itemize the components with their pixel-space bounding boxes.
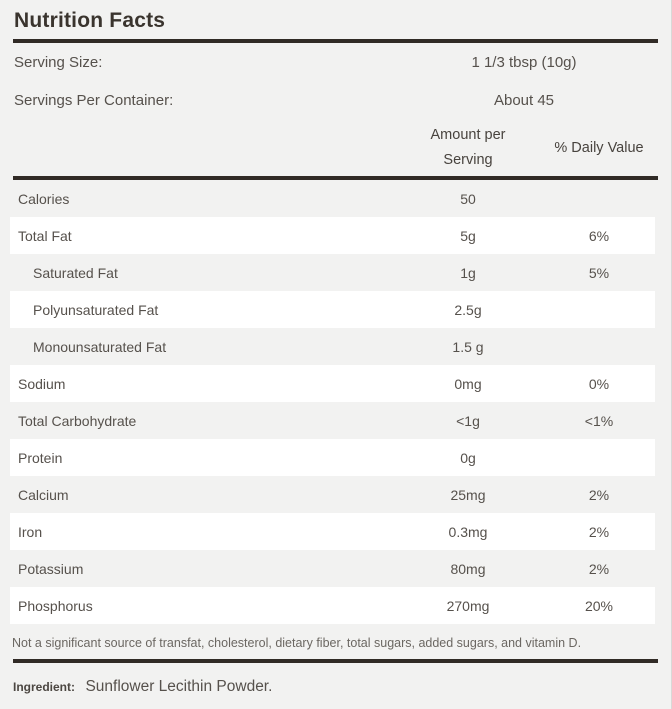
servings-per-container-value: About 45 — [493, 91, 555, 109]
nutrient-row — [10, 476, 655, 513]
amount-header-line1: Amount per — [430, 126, 506, 143]
footnote: Not a significant source of transfat, cholesterol, dietary fiber, total sugars, added sugars, and vitamin D. — [12, 636, 582, 650]
column-header-daily-value: % Daily Value — [554, 139, 644, 156]
row-dv: 6% — [588, 227, 610, 244]
row-dv: 2% — [588, 523, 610, 540]
row-amount: 2.5g — [454, 301, 482, 318]
nutrient-row — [10, 365, 655, 402]
row-label: Total Fat — [18, 227, 72, 244]
nutrient-row — [10, 402, 655, 439]
row-label: Polyunsaturated Fat — [33, 301, 159, 318]
ingredient-label: Ingredient: — [13, 680, 75, 694]
row-amount: 1.5 g — [452, 338, 484, 355]
row-amount: <1g — [456, 412, 480, 429]
row-amount: 0.3mg — [448, 523, 488, 540]
page-title: Nutrition Facts — [14, 9, 166, 32]
nutrient-table — [0, 180, 671, 624]
nutrient-row — [10, 254, 655, 291]
nutrient-row — [10, 291, 655, 328]
serving-size-value: 1 1/3 tbsp (10g) — [471, 53, 577, 71]
ingredient-line — [0, 663, 671, 696]
row-label: Total Carbohydrate — [18, 412, 137, 429]
amount-header-line2: Serving — [443, 151, 493, 168]
row-label: Phosphorus — [18, 597, 93, 614]
table-header — [10, 119, 655, 176]
row-label: Protein — [18, 449, 63, 466]
servings-per-container-label: Servings Per Container: — [14, 91, 174, 109]
row-amount: 25mg — [450, 486, 486, 503]
nutrient-row — [10, 328, 655, 365]
row-amount: 0mg — [454, 375, 482, 392]
serving-size-label: Serving Size: — [14, 53, 103, 71]
row-amount: 270mg — [446, 597, 490, 614]
row-amount: 0g — [460, 449, 476, 466]
row-label: Calories — [18, 190, 70, 207]
row-label: Potassium — [18, 560, 84, 577]
nutrient-row — [10, 180, 655, 217]
nutrient-row — [10, 217, 655, 254]
servings-per-container-row — [0, 81, 655, 119]
row-amount: 80mg — [450, 560, 486, 577]
row-label: Iron — [18, 523, 43, 540]
row-label: Calcium — [18, 486, 69, 503]
row-amount: 5g — [460, 227, 476, 244]
row-label: Sodium — [18, 375, 66, 392]
row-amount: 1g — [460, 264, 476, 281]
row-dv: 2% — [588, 486, 610, 503]
ingredient-value: Sunflower Lecithin Powder. — [85, 678, 273, 695]
row-amount: 50 — [460, 190, 476, 207]
row-dv: 0% — [588, 375, 610, 392]
nutrient-row — [10, 587, 655, 624]
row-dv: 5% — [588, 264, 610, 281]
serving-size-row — [0, 43, 655, 81]
serving-info — [0, 43, 671, 119]
row-label: Monounsaturated Fat — [33, 338, 167, 355]
row-dv: 20% — [584, 597, 614, 614]
column-header-amount-per-serving — [393, 123, 543, 173]
row-label: Saturated Fat — [33, 264, 118, 281]
row-dv: 2% — [588, 560, 610, 577]
nutrient-row — [10, 550, 655, 587]
row-dv: <1% — [584, 412, 614, 429]
nutrient-row — [10, 513, 655, 550]
nutrient-row — [10, 439, 655, 476]
